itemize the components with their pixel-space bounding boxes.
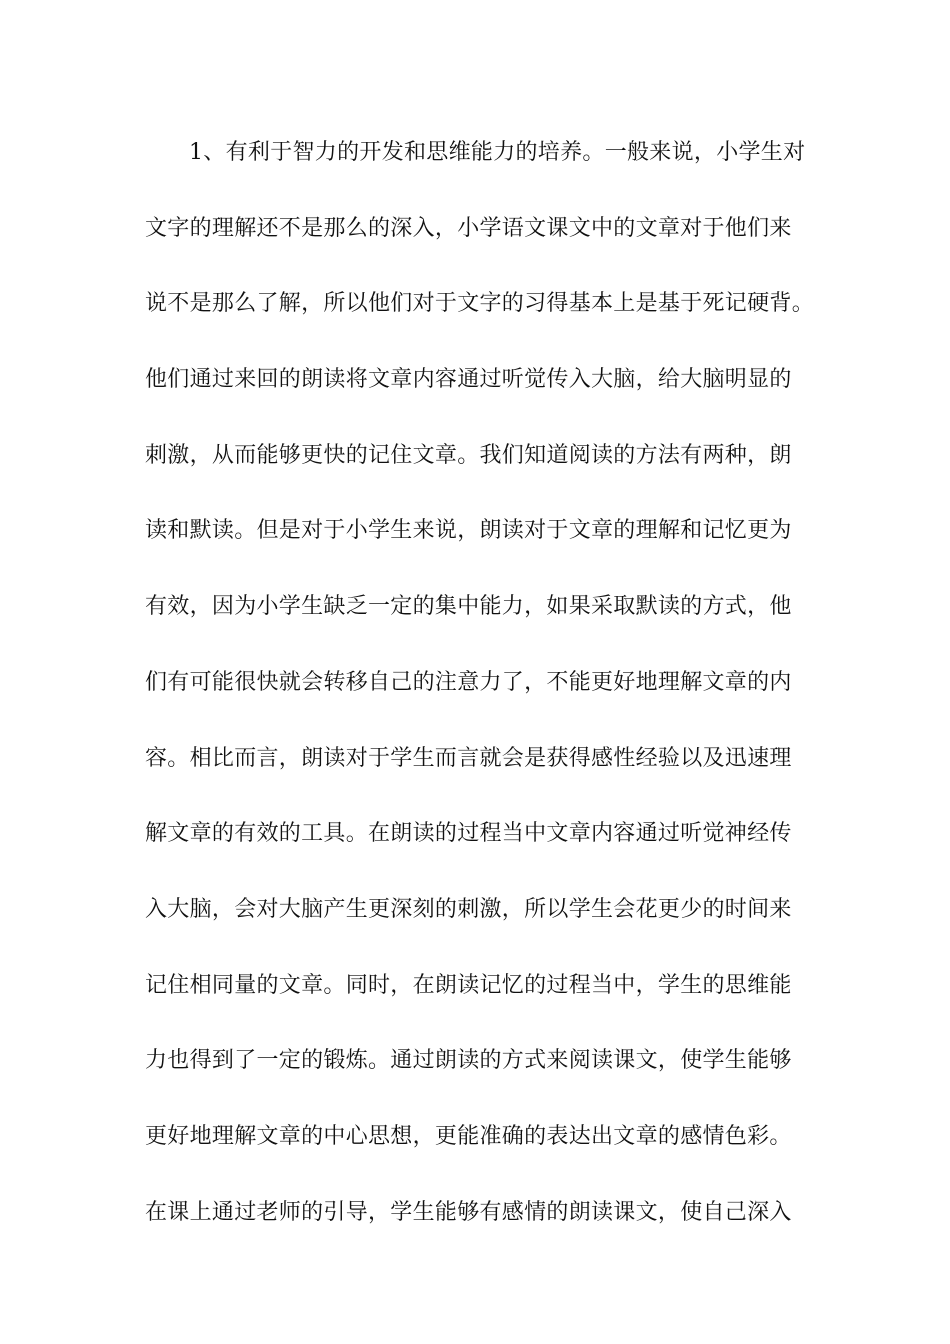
text-line: 文字的理解还不是那么的深入，小学语文课文中的文章对于他们来 <box>145 215 792 241</box>
text-line: 们有可能很快就会转移自己的注意力了，不能更好地理解文章的内 <box>145 669 792 695</box>
text-line: 刺激，从而能够更快的记住文章。我们知道阅读的方法有两种，朗 <box>145 442 792 468</box>
text-line: 力也得到了一定的锻炼。通过朗读的方式来阅读课文，使学生能够 <box>145 1048 792 1074</box>
text-line: 解文章的有效的工具。在朗读的过程当中文章内容通过听觉神经传 <box>145 821 792 847</box>
text-line: 记住相同量的文章。同时，在朗读记忆的过程当中，学生的思维能 <box>145 972 792 998</box>
text-line: 在课上通过老师的引导，学生能够有感情的朗读课文，使自己深入 <box>145 1199 792 1225</box>
text-line: 读和默读。但是对于小学生来说，朗读对于文章的理解和记忆更为 <box>145 518 792 544</box>
body-paragraph <box>145 133 815 1268</box>
text-line: 1、有利于智力的开发和思维能力的培养。一般来说，小学生对 <box>189 140 806 165</box>
text-line: 入大脑，会对大脑产生更深刻的刺激，所以学生会花更少的时间来 <box>145 896 792 922</box>
text-line: 更好地理解文章的中心思想，更能准确的表达出文章的感情色彩。 <box>145 1123 792 1149</box>
text-line: 容。相比而言，朗读对于学生而言就会是获得感性经验以及迅速理 <box>145 745 792 771</box>
text-line: 他们通过来回的朗读将文章内容通过听觉传入大脑，给大脑明显的 <box>145 367 792 393</box>
text-line: 说不是那么了解，所以他们对于文字的习得基本上是基于死记硬背。 <box>145 291 815 317</box>
text-line: 有效，因为小学生缺乏一定的集中能力，如果采取默读的方式，他 <box>145 594 792 620</box>
